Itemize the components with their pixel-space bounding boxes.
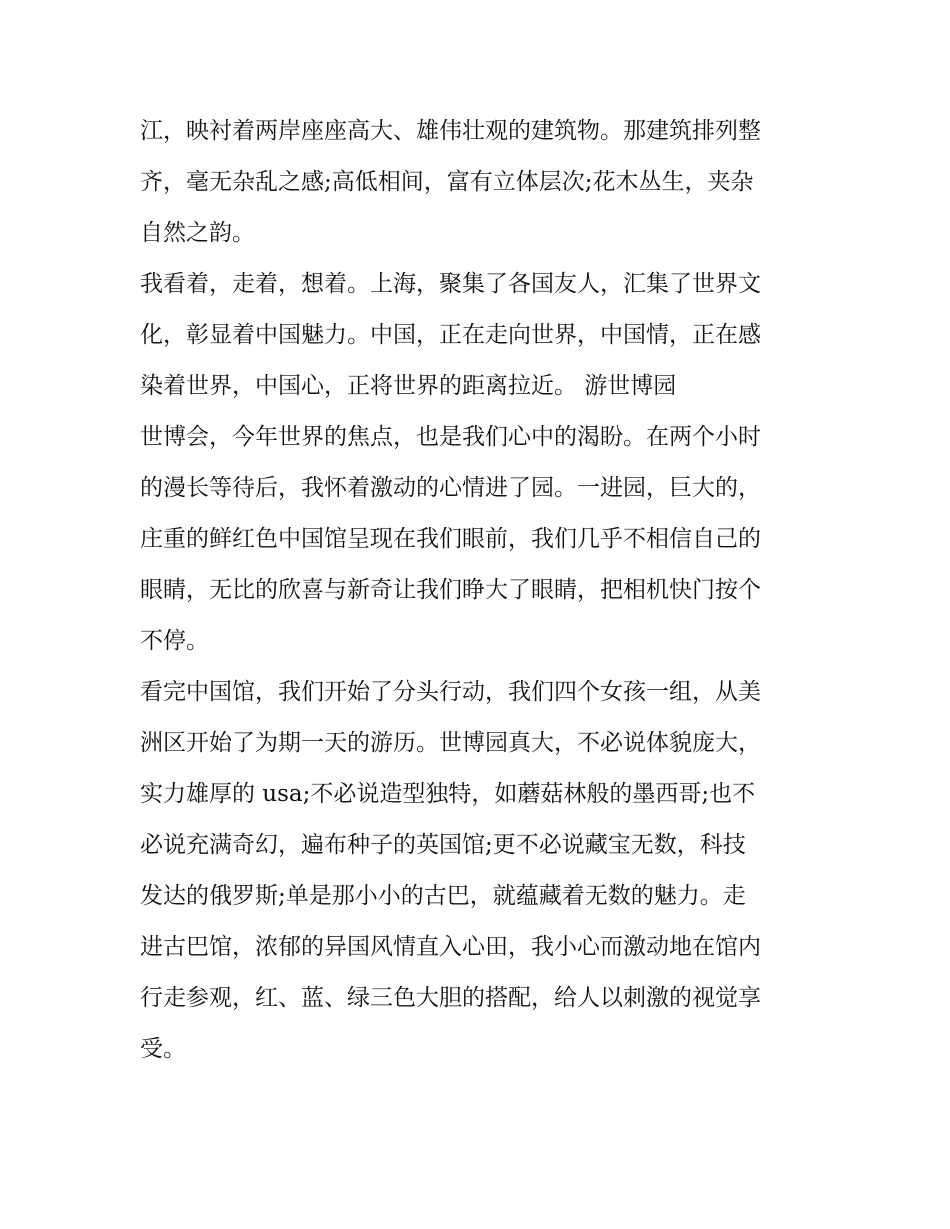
text-line: 进古巴馆，浓郁的异国风情直入心田，我小心而激动地在馆内 xyxy=(140,934,761,960)
text-line: 实力雄厚的 usa;不必说造型独特，如蘑菇林般的墨西哥;也不 xyxy=(140,781,756,807)
text-line: 自然之韵。 xyxy=(140,220,255,246)
text-line: 发达的俄罗斯;单是那小小的古巴，就蕴藏着无数的魅力。走 xyxy=(140,883,746,909)
text-line: 看完中国馆，我们开始了分头行动，我们四个女孩一组，从美 xyxy=(140,679,761,705)
text-line: 染着世界，中国心，正将世界的距离拉近。 游世博园 xyxy=(140,373,677,399)
body-text xyxy=(140,106,820,1075)
text-line: 我看着，走着，想着。上海，聚集了各国友人，汇集了世界文 xyxy=(140,271,761,297)
text-line: 江，映衬着两岸座座高大、雄伟壮观的建筑物。那建筑排列整 xyxy=(140,118,761,144)
text-line: 庄重的鲜红色中国馆呈现在我们眼前，我们几乎不相信自己的 xyxy=(140,526,761,552)
text-line: 齐，毫无杂乱之感;高低相间，富有立体层次;花木丛生，夹杂 xyxy=(140,169,754,195)
text-line: 行走参观，红、蓝、绿三色大胆的搭配，给人以刺激的视觉享 xyxy=(140,985,761,1011)
text-line: 受。 xyxy=(140,1036,186,1062)
text-line: 洲区开始了为期一天的游历。世博园真大，不必说体貌庞大， xyxy=(140,730,761,756)
text-line: 化，彰显着中国魅力。中国，正在走向世界，中国情，正在感 xyxy=(140,322,761,348)
text-line: 世博会，今年世界的焦点，也是我们心中的渴盼。在两个小时 xyxy=(140,424,761,450)
text-line: 不停。 xyxy=(140,628,209,654)
text-line: 必说充满奇幻，遍布种子的英国馆;更不必说藏宝无数，科技 xyxy=(140,832,746,858)
text-line: 的漫长等待后，我怀着激动的心情进了园。一进园，巨大的， xyxy=(140,475,761,501)
text-line: 眼睛，无比的欣喜与新奇让我们睁大了眼睛，把相机快门按个 xyxy=(140,577,761,603)
